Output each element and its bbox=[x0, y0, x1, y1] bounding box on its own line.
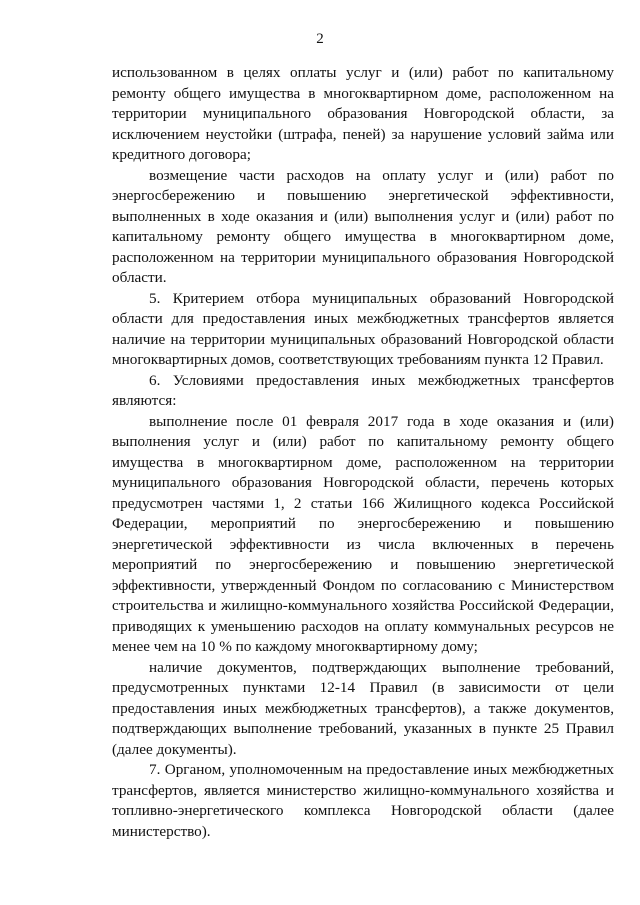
paragraph-condition-energy-measures: выполнение после 01 февраля 2017 года в ходе оказания и (или) выполнения услуг и (или) работ по капитальному ремонту общего имущества в многоквартирном доме, расположенном на территории муниципального образования Новгородской области, перечень которых предусмотрен частями 1, 2 статьи 166 Жилищного кодекса Российской Федерации, мероприятий по энергосбережению и повышению энергетической эффективности из числа включенных в перечень мероприятий по энергосбережению и повышению энергетической эффективности, утвержденный Фондом по согласованию с Министерством строительства и жилищно-коммунального хозяйства Российской Федерации, приводящих к уменьшению расходов на оплату коммунальных ресурсов не менее чем на 10 % по каждому многоквартирному дому; bbox=[112, 412, 614, 655]
document-body bbox=[112, 63, 614, 842]
page-number: 2 bbox=[316, 31, 324, 47]
paragraph-energy-reimbursement: возмещение части расходов на оплату услуг и (или) работ по энергосбережению и повышению энергетической эффективности, выполненных в ходе оказания и (или) выполнения услуг и (или) работ по капитальному ремонту общего имущества в многоквартирном доме, расположенном на территории муниципального образования Новгородской области. bbox=[112, 166, 614, 286]
paragraph-condition-documents: наличие документов, подтверждающих выполнение требований, предусмотренных пунктами 12-14 Правил (в зависимости от цели предоставления иных межбюджетных трансфертов), а также документов, подтверждающих выполнение требований, указанных в пункте 25 Правил (далее документы). bbox=[112, 658, 614, 758]
paragraph-item-5-selection-criterion: 5. Критерием отбора муниципальных образований Новгородской области для предоставления иных межбюджетных трансфертов является наличие на территории муниципальных образований Новгородской области многоквартирных домов, соответствующих требованиям пункта 12 Правил. bbox=[112, 289, 614, 368]
paragraph-loan-usage: использованном в целях оплаты услуг и (или) работ по капитальному ремонту общего имущества в многоквартирном доме, расположенном на территории муниципального образования Новгородской области, за исключением неустойки (штрафа, пеней) за нарушение условий займа или кредитного договора; bbox=[112, 64, 614, 163]
paragraph-item-6-conditions: 6. Условиями предоставления иных межбюджетных трансфертов являются: bbox=[112, 371, 614, 409]
paragraph-item-7-authorized-body: 7. Органом, уполномоченным на предоставление иных межбюджетных трансфертов, является министерство жилищно-коммунального хозяйства и топливно-энергетического комплекса Новгородской области (далее министерство). bbox=[112, 761, 614, 840]
